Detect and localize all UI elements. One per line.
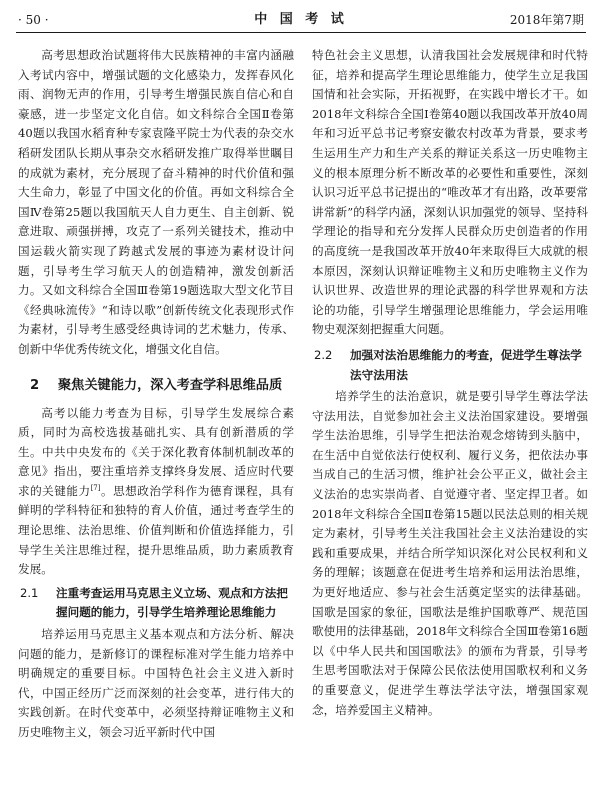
- paragraph-key-abilities-text: 高考以能力考查为目标，引导学生发展综合素质，同时为高校选拔基础扎实、具有创新潜质的学生。中共中央发布的《关于深化教育体制机制改革的意见》指出，要注重培养支撑终身发展、适应时代要求的关键能力: [18, 405, 294, 498]
- paragraph-theoretical-thinking: 培养运用马克思主义基本观点和方法分析、解决问题的能力，是新修订的课程标准对学生能力培养中明确规定的重要目标。中国特色社会主义进入新时代，中国正经历广泛而深刻的社会变革，进行伟大的实践创新。在时代变革中，必须坚持辩证唯物主义和历史唯物主义，领会习近平新时代中国: [18, 627, 294, 739]
- paragraph-key-abilities-text-cont: 。思想政治学科作为德育课程，具有鲜明的学科特征和独特的育人价值，通过考查学生的理论思维、法治思维、价值判断和价值选择能力，引导学生关注思维过程，提升思维品质，助力素质教育发展。: [18, 483, 294, 577]
- right-column: [312, 46, 588, 720]
- section-2-heading: [18, 376, 294, 396]
- subsection-number: 2.2: [314, 347, 333, 362]
- journal-title: 中 国 考 试: [254, 12, 348, 27]
- subsection-title: 注重考查运用马克思主义立场、观点和方法把握问题的能力，引导学生培养理论思维能力: [56, 585, 288, 620]
- subsection-2-1-heading: [18, 584, 294, 623]
- subsection-title: 加强对法治思维能力的考查，促进学生尊法学法守法用法: [350, 347, 582, 382]
- page-number: · 50 ·: [18, 13, 49, 27]
- reference-marker: [7]: [90, 484, 101, 493]
- paragraph-theoretical-thinking-cont: 特色社会主义思想，认清我国社会发展规律和时代特征，培养和提高学生理论思维能力，使学生立足我国国情和社会实际，开拓视野，在实践中增长才干。如2018年文科综合全国Ⅰ卷第40题以我国改革开放40周年和习近平总书记考察安徽农村改革为背景，要求考生运用生产力和生产关系的辩证关系这一历史唯物主义的根本原理分析不断改革的必要性和重要性，深刻认识习近平总书记提出的“唯改革才有出路，改革要常讲常新”的科学内涵，深刻认识加强党的领导、坚持科学理论的指导和充分发挥人民群众历史创造者的作用的高度统一是我国改革开放40年来取得巨大成就的根本原因，深刻认识辩证唯物主义和历史唯物主义作为认识世界、改造世界的理论武器的科学世界观和方法论的功能，引导学生增强理论思维能力，学会运用唯物史观深刻把握重大问题。: [312, 48, 588, 337]
- left-column: [18, 46, 294, 743]
- paragraph-national-spirit: 高考思想政治试题将伟大民族精神的丰富内涵融入考试内容中，增强试题的文化感染力，发挥春风化雨、润物无声的作用，引导考生增强民族自信心和自豪感，进一步坚定文化自信。如文科综合全国Ⅱ卷第40题以我国水稻育种专家袁隆平院士为代表的杂交水稻研发团队长期从事杂交水稻研发推广取得举世瞩目的成就为素材，充分展现了奋斗精神的时代价值和强大生命力，彰显了中国文化的价值。再如文科综合全国Ⅳ卷第25题以我国航天人自力更生、自主创新、锐意进取、顽强拼搏，攻克了一系列关键技术，推动中国运载火箭实现了跨越式发展的事迹为素材设计问题，引导考生学习航天人的创造精神，激发创新活力。又如文科综合全国Ⅲ卷第19题选取大型文化节目《经典咏流传》“和诗以歌”创新传统文化表现形式作为素材，引导考生感受经典诗词的艺术魅力，传承、创新中华优秀传统文化，增强文化自信。: [18, 48, 294, 356]
- paragraph-rule-of-law: 培养学生的法治意识，就是要引导学生尊法学法守法用法，自觉参加社会主义法治国家建设。要增强学生法治思维，引导学生把法治观念熔铸到头脑中，在生活中自觉依法行使权利、履行义务，把依法办事当成自己的生活习惯，维护社会公平正义，做社会主义法治的忠实崇尚者、自觉遵守者、坚定捍卫者。如2018年文科综合全国Ⅱ卷第15题以民法总则的相关规定为素材，引导考生关注我国社会主义法治建设的实践和重要成果，并结合所学知识深化对公民权利和义务的理解；该题意在促进考生培养和运用法治思维，为更好地适应、参与社会生活奠定坚实的法律基础。国歌是国家的象征，国歌法是维护国歌尊严、规范国歌使用的法律基础，2018年文科综合全国Ⅲ卷第16题以《中华人民共和国国歌法》的颁布为背景，引导考生思考国歌法对于保障公民依法使用国歌权利和义务的重要意义，促进学生尊法学法守法，增强国家观念，培养爱国主义精神。: [312, 389, 588, 717]
- section-number: 2: [30, 377, 40, 393]
- section-title: 聚焦关键能力，深入考查学科思维品质: [58, 377, 283, 393]
- subsection-2-2-heading: [312, 346, 588, 385]
- subsection-number: 2.1: [20, 585, 39, 600]
- page-header: [16, 8, 586, 33]
- issue-label: 2018年第7期: [509, 13, 584, 27]
- paragraph-key-abilities: [18, 404, 294, 580]
